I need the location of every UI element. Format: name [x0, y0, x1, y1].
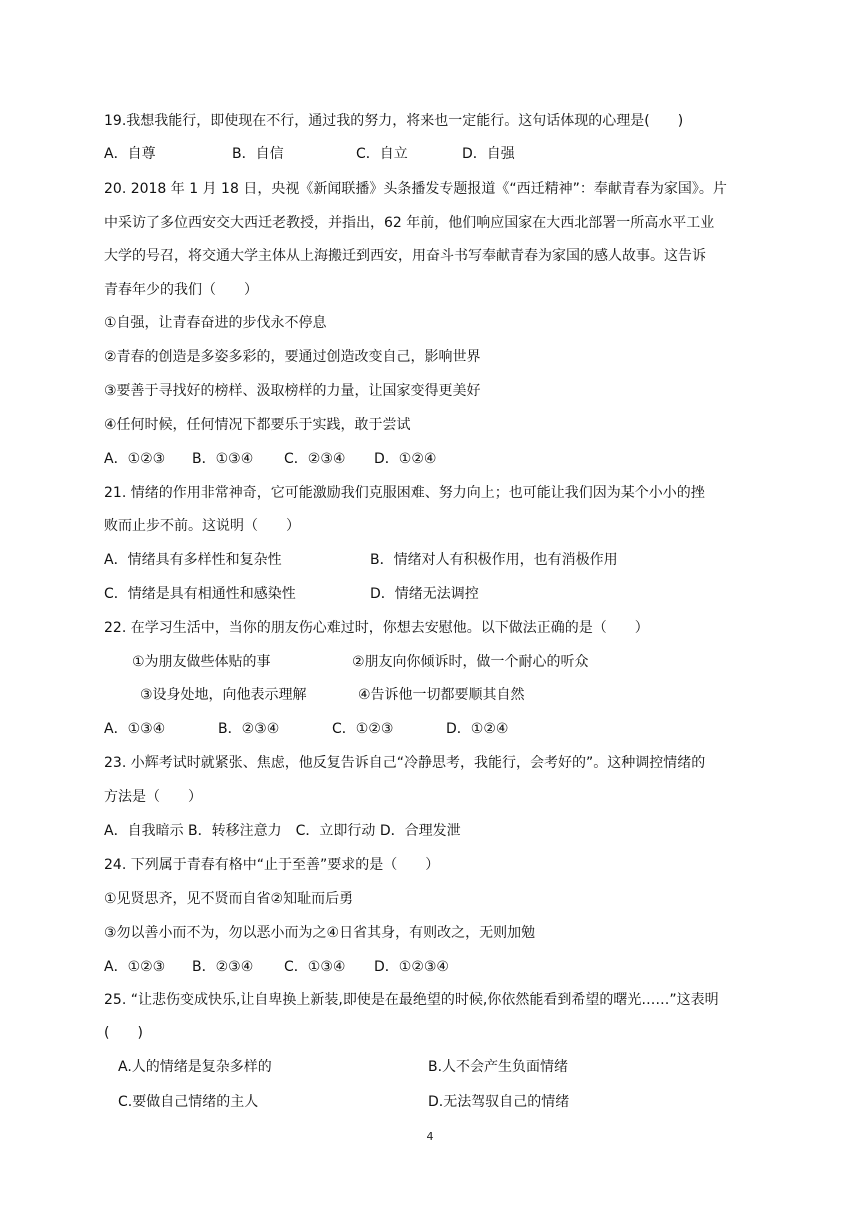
q24-option-c: C．①③④ — [284, 959, 346, 975]
q24-option-a: A．①②③ — [104, 959, 166, 975]
question-25-line-1: 25. “让悲伤变成快乐,让自卑换上新装,即使是在最绝望的时候,你依然能看到希望的曙光……”这表明 — [104, 992, 719, 1008]
question-22-stem: 22. 在学习生活中，当你的朋友伤心难过时，你想去安慰他。以下做法正确的是（ ） — [104, 620, 649, 636]
question-23-line-2: 方法是（ ） — [104, 789, 202, 805]
q19-option-c: C．自立 — [356, 146, 408, 162]
q22-option-c: C．①②③ — [332, 721, 394, 737]
question-20-item-1: ①自强，让青春奋进的步伐永不停息 — [104, 315, 327, 331]
question-20-line-3: 大学的号召，将交通大学主体从上海搬迁到西安，用奋斗书写奉献青春为家国的感人故事。这告诉 — [104, 248, 706, 264]
q21-option-a: A．情绪具有多样性和复杂性 — [104, 552, 282, 568]
question-20-item-3: ③要善于寻找好的榜样、汲取榜样的力量，让国家变得更美好 — [104, 383, 481, 399]
q22-item-2: ②朋友向你倾诉时，做一个耐心的听众 — [352, 654, 589, 670]
q24-option-d: D．①②③④ — [374, 959, 449, 975]
question-23-line-1: 23. 小辉考试时就紧张、焦虑，他反复告诉自己“冷静思考，我能行，会考好的”。这种调控情绪的 — [104, 755, 706, 771]
q21-option-c: C．情绪是具有相通性和感染性 — [104, 586, 296, 602]
q22-item-4: ④告诉他一切都要顺其自然 — [358, 687, 525, 703]
question-24-stem: 24. 下列属于青春有格中“止于至善”要求的是（ ） — [104, 857, 440, 873]
question-25-line-2: ( ) — [104, 1025, 143, 1041]
question-20-item-2: ②青春的创造是多姿多彩的，要通过创造改变自己，影响世界 — [104, 349, 481, 365]
q20-option-c: C．②③④ — [284, 451, 346, 467]
q22-item-1: ①为朋友做些体贴的事 — [132, 654, 271, 670]
q22-option-d: D．①②④ — [446, 721, 509, 737]
q20-option-d: D．①②④ — [374, 451, 437, 467]
question-24-items-1: ①见贤思齐，见不贤而自省②知耻而后勇 — [104, 891, 354, 907]
question-21-line-2: 败而止步不前。这说明（ ） — [104, 518, 300, 534]
question-20-line-4: 青春年少的我们（ ） — [104, 282, 258, 298]
q21-option-b: B．情绪对人有积极作用，也有消极作用 — [370, 552, 618, 568]
q22-option-a: A．①③④ — [104, 721, 166, 737]
question-24-items-2: ③勿以善小而不为，勿以恶小而为之④日省其身，有则改之，无则加勉 — [104, 925, 536, 941]
q21-option-d: D．情绪无法调控 — [370, 586, 479, 602]
q24-option-b: B．②③④ — [192, 959, 254, 975]
q25-option-c: C.要做自己情绪的主人 — [118, 1094, 259, 1110]
q22-item-3: ③设身处地，向他表示理解 — [140, 687, 307, 703]
q19-option-b: B．自信 — [232, 146, 284, 162]
question-20-item-4: ④任何时候，任何情况下都要乐于实践，敢于尝试 — [104, 417, 411, 433]
q22-option-b: B．②③④ — [218, 721, 280, 737]
q19-option-a: A．自尊 — [104, 146, 156, 162]
question-21-line-1: 21. 情绪的作用非常神奇，它可能激励我们克服困难、努力向上；也可能让我们因为某个小小的挫 — [104, 485, 705, 501]
question-20-line-1: 20. 2018 年 1 月 18 日，央视《新闻联播》头条播发专题报道《“西迁精神”：奉献青春为家国》。片 — [104, 181, 727, 197]
page-number: 4 — [426, 1130, 434, 1143]
question-19-stem: 19.我想我能行，即使现在不行，通过我的努力，将来也一定能行。这句话体现的心理是( ) — [104, 113, 684, 129]
q20-option-b: B．①③④ — [192, 451, 254, 467]
q25-option-b: B.人不会产生负面情绪 — [428, 1059, 569, 1075]
q20-option-a: A．①②③ — [104, 451, 166, 467]
q25-option-a: A.人的情绪是复杂多样的 — [118, 1059, 272, 1075]
q25-option-d: D.无法驾驭自己的情绪 — [428, 1094, 570, 1110]
q23-options: A．自我暗示 B．转移注意力 C．立即行动 D．合理发泄 — [104, 823, 461, 839]
question-20-line-2: 中采访了多位西安交大西迁老教授，并指出，62 年前，他们响应国家在大西北部署一所高水平工业 — [104, 215, 715, 231]
q19-option-d: D．自强 — [462, 146, 515, 162]
